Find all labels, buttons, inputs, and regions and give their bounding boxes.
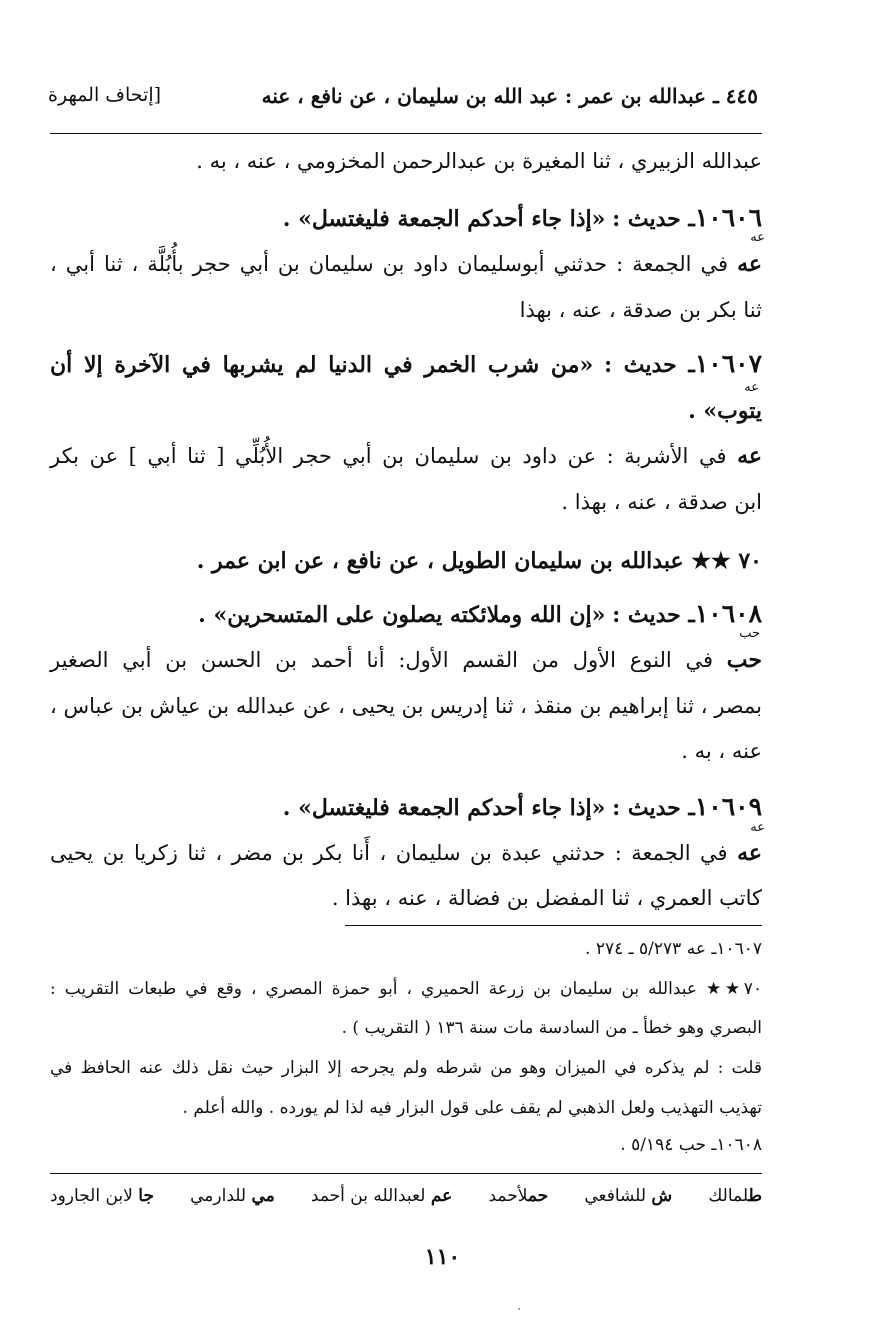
source-code: حب [726, 647, 762, 673]
narrator-heading-text: ٧٠ ★★ عبدالله بن سليمان الطويل ، عن نافع ، عن ابن عمر . [196, 548, 762, 574]
footnote-note-line-2: تهذيب التهذيب ولعل الذهبي لم يقف على قول البزار فيه لذا لم يورده . والله أعلم . [182, 1098, 762, 1118]
hadith-10608-heading [50, 599, 762, 630]
isnad-text: في النوع الأول من القسم الأول: أنا أحمد بن الحسن بن أبي الصغير [50, 648, 713, 672]
running-header-book: [إتحاف المهرة [48, 84, 162, 106]
footnote-narrator-70: ٧٠★★ عبدالله بن سليمان بن زرعة الحميري ، أبو حمزة المصري ، وقع في طبعات التقريب : [50, 979, 762, 999]
source-code: عه [737, 251, 762, 277]
hadith-number: ١٠٦٠٧ [694, 349, 762, 378]
source-code: عه [737, 443, 762, 469]
hadith-10608-isnad-line [50, 645, 762, 675]
header-rule [50, 133, 762, 134]
footnote-narrator-70-line-2: البصري وهو خطأ ـ من السادسة مات سنة ١٣٦ ( التقريب ) . [341, 1018, 762, 1038]
hadith-10607-isnad-line-2: ابن صدقة ، عنه ، بهذا . [561, 490, 762, 514]
key-item: عم لعبدالله بن أحمد [310, 1186, 453, 1206]
key-item: مي للدارمي [190, 1186, 275, 1206]
continuation-line: عبدالله الزبيري ، ثنا المغيرة بن عبدالرحمن المخزومي ، عنه ، به . [196, 149, 762, 173]
hadith-10608-isnad-line-2: بمصر ، ثنا إبراهيم بن منقذ ، ثنا إدريس بن يحيى ، عن عبدالله بن عياش بن عباس ، [50, 694, 762, 718]
hadith-10609-heading [50, 792, 762, 823]
hadith-text: «إذا جاء أحدكم الجمعة فليغتسل» . [282, 795, 606, 821]
isnad-text: في الجمعة : حدثني عبدة بن سليمان ، أَنا بكر بن مضر ، ثنا زكريا بن يحيى [50, 841, 728, 865]
hadith-10609-isnad-line [50, 838, 762, 868]
key-rule [50, 1173, 762, 1174]
hadith-label: ـ حديث : [612, 602, 695, 628]
hadith-10608-isnad-line-3: عنه ، به . [681, 739, 762, 763]
hadith-label: ـ حديث : [603, 352, 695, 378]
hadith-number: ١٠٦٠٩ [694, 792, 762, 821]
hadith-10609-isnad-line-2: كاتب العمري ، ثنا المفضل بن فضالة ، عنه ، بهذا . [331, 886, 762, 910]
page-number: ١١٠ [424, 1244, 461, 1270]
isnad-text: في الجمعة : حدثني أبوسليمان داود بن سليمان بن أبي حجر بأُبُلَّة ، ثنا أبي ، [50, 252, 729, 276]
hadith-10607-isnad-line [50, 441, 762, 471]
hadith-label: ـ حديث : [612, 795, 695, 821]
hadith-10606-heading [50, 203, 762, 234]
footnote-10608: ١٠٦٠٨ـ حب ٥/١٩٤ . [620, 1135, 762, 1155]
source-symbol: عه [744, 380, 759, 395]
hadith-text: «إذا جاء أحدكم الجمعة فليغتسل» . [282, 206, 606, 232]
key-item: حملأحمد [488, 1186, 549, 1206]
source-symbol: عه [750, 230, 765, 245]
hadith-number: ١٠٦٠٨ [694, 599, 762, 628]
hadith-10606-isnad-line [50, 249, 762, 279]
source-symbol: حب [739, 626, 760, 641]
source-code: عه [737, 840, 762, 866]
narrator-70-heading [50, 546, 762, 576]
hadith-10607-heading [50, 349, 762, 380]
key-item: طلمالك [708, 1186, 762, 1206]
hadith-label: ـ حديث : [612, 206, 695, 232]
abbreviation-key [50, 1186, 762, 1206]
hadith-text: «من شرب الخمر في الدنيا لم يشربها في الآخرة إلا أن [50, 352, 594, 378]
source-symbol: عه [750, 820, 765, 835]
hadith-10606-isnad-line-2: ثنا بكر بن صدقة ، عنه ، بهذا [519, 298, 762, 322]
footnote-note: قلت : لم يذكره في الميزان وهو من شرطه ولم يجرحه إلا البزار حيث نقل ذلك عنه الحافظ في [50, 1058, 762, 1078]
paper-speck [518, 1308, 520, 1310]
hadith-10607-heading-2 [50, 396, 762, 426]
footnote-rule [345, 925, 762, 926]
hadith-text: «إن الله وملائكته يصلون على المتسحرين» . [198, 602, 606, 628]
hadith-number: ١٠٦٠٦ [694, 203, 762, 232]
isnad-text: في الأشربة : عن داود بن سليمان بن أبي حجر الأُبُلِّي [ ثنا أبي ] عن بكر [50, 444, 727, 468]
key-item: جا لابن الجارود [50, 1186, 154, 1206]
hadith-text-continued: يتوب» . [688, 398, 762, 424]
key-item: ش للشافعي [584, 1186, 673, 1206]
running-header-title: ٤٤٥ ـ عبدالله بن عمر : عبد الله بن سليمان ، عن نافع ، عنه [261, 84, 758, 108]
footnote-10607: ١٠٦٠٧ـ عه ٥/٢٧٣ ـ ٢٧٤ . [585, 939, 762, 959]
